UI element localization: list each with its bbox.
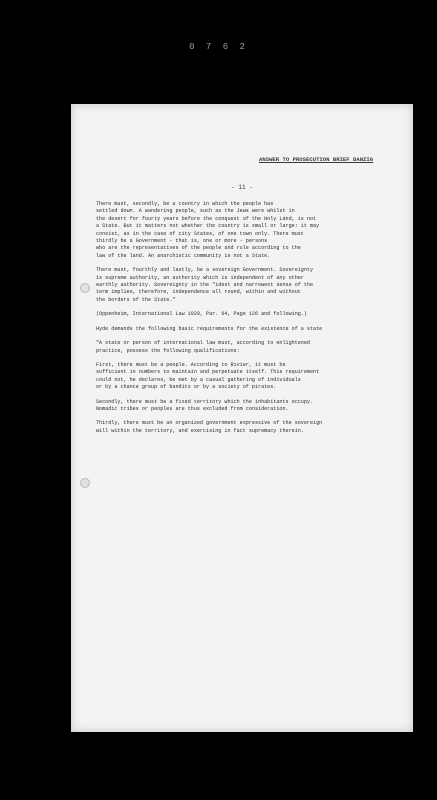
punch-hole	[80, 478, 90, 488]
paragraph: There must, fourthly and lastly, be a sovereign Government. Sovereignty is supreme authority, an authority which is independent of any other earthly authority. Sovereignty in the "idest and narrowest sense of the term implies, therefore, independence all round, within and without the borders of the State."	[96, 267, 314, 303]
page-number: - 11 -	[231, 184, 253, 191]
document-page	[71, 104, 413, 732]
quote-paragraph: Thirdly, there must be an organized government expressive of the sovereign will within the territory, and exercising in fact supremacy therein.	[96, 420, 323, 434]
film-frame-number: 0 7 6 2	[189, 42, 248, 52]
document-header: ANSWER TO PROSECUTION BRIEF DANZIG	[259, 156, 374, 163]
document-body	[96, 201, 396, 442]
citation: (Oppenheim, International Law 1920, Par. 64, Page 126 and following.)	[96, 311, 307, 318]
paragraph: There must, secondly, be a country in which the people has settled down. A wandering people, such as the Jews were whilst in the desert for fourty years before the conquest of the Holy Land, is not a State. But it matters not whether the country is small or large: it may consist, as in the case of city States, of one town only. There must thirdly be a Government - that is, one or more - persons who are the representatives of the people and rule according to the law of the land. An anarchistic community is not a State.	[96, 201, 320, 259]
quote-paragraph: "A state or person of international law must, according to enlightened practice, possess the following qualifications:	[96, 340, 310, 354]
quote-paragraph: Secondly, there must be a fixed territory which the inhabitants occupy. Nomadic tribes or peoples are thus excluded from consideration.	[96, 398, 314, 412]
paragraph: Hyde demands the following basic requirements for the existence of a state	[96, 325, 323, 332]
punch-hole	[80, 283, 90, 293]
quote-paragraph: First, there must be a people. According to Rivier, it must be sufficient in numbers to maintain and perpetuate itself. This requirement could not, he declares, be met by a casual gathering of individuals or by a chance group of bandits or by a society of pirates.	[96, 361, 320, 391]
